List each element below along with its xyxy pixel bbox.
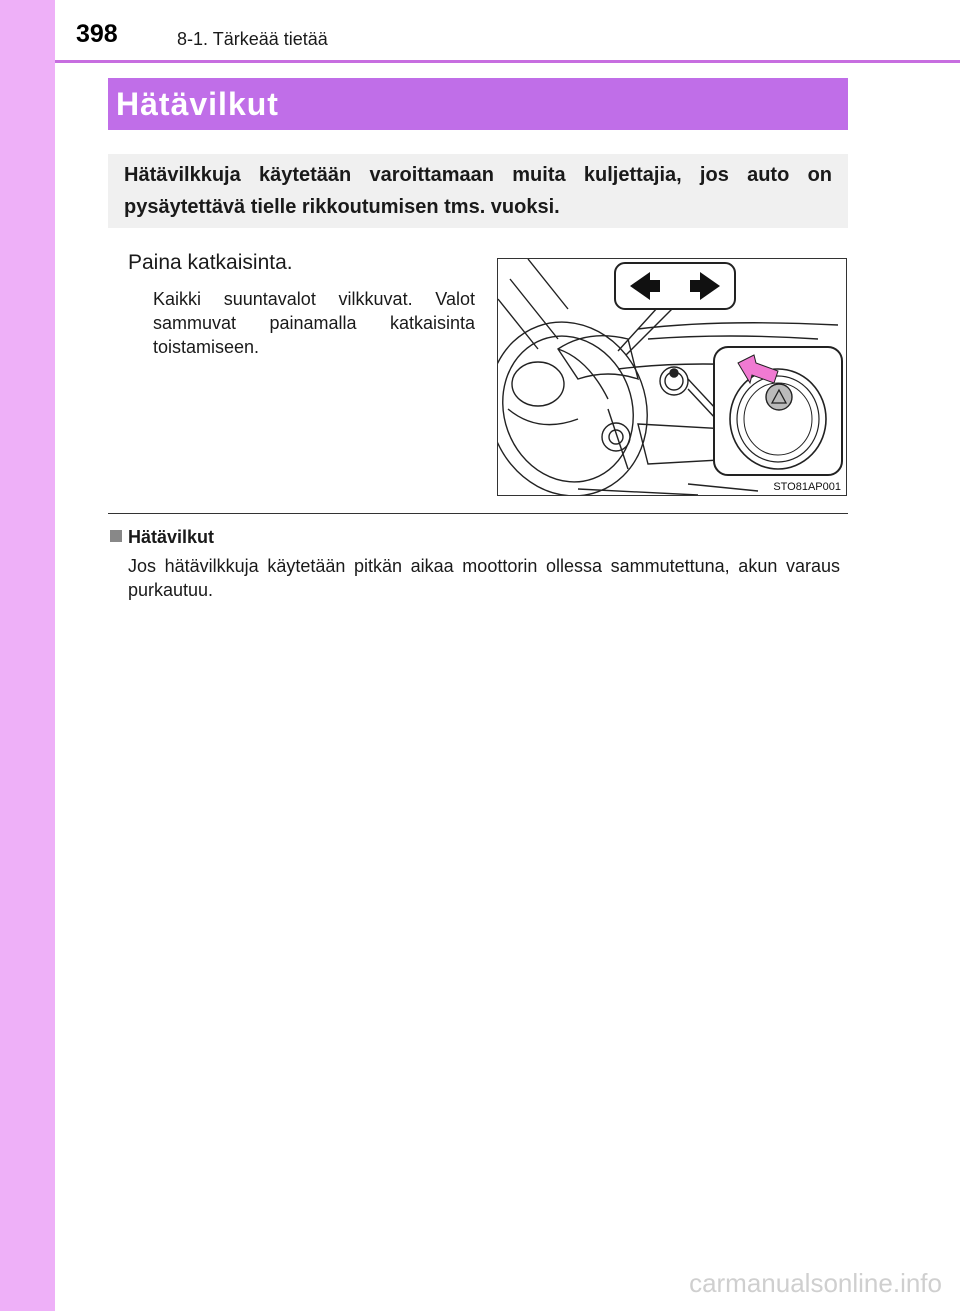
subsection-body: Jos hätävilkkuja käytetään pitkän aikaa moottorin ollessa sammutettuna, akun varaus purkautuu. xyxy=(128,556,840,600)
page-title: Hätävilkut xyxy=(108,78,848,130)
turn-signal-arrows-callout xyxy=(615,263,735,309)
hazard-button-icon xyxy=(766,384,792,410)
hazard-button-callout xyxy=(714,347,842,475)
bullet-square-icon xyxy=(110,530,122,542)
side-strip xyxy=(0,0,55,1311)
page-number: 398 xyxy=(76,20,118,48)
section-divider xyxy=(108,513,848,514)
subsection-heading-text: Hätävilkut xyxy=(128,527,215,547)
watermark: carmanualsonline.info xyxy=(689,1268,942,1298)
step-note: Kaikki suuntavalot vilkkuvat. Valot sammuvat painamalla katkaisinta toistamiseen. xyxy=(153,289,475,357)
subsection-heading xyxy=(110,527,214,548)
figure-code: STO81AP001 xyxy=(773,481,841,493)
header-rule xyxy=(55,60,960,63)
section-reference: 8-1. Tärkeää tietää xyxy=(177,29,328,49)
dashboard-drawing xyxy=(498,259,846,495)
hazard-switch-illustration xyxy=(497,258,847,496)
step-instruction: Paina katkaisinta. xyxy=(128,251,293,274)
intro-box: Hätävilkkuja käytetään varoittamaan muita kuljettajia, jos auto on pysäytettävä tielle rikkoutumisen tms. vuoksi. xyxy=(108,154,848,228)
